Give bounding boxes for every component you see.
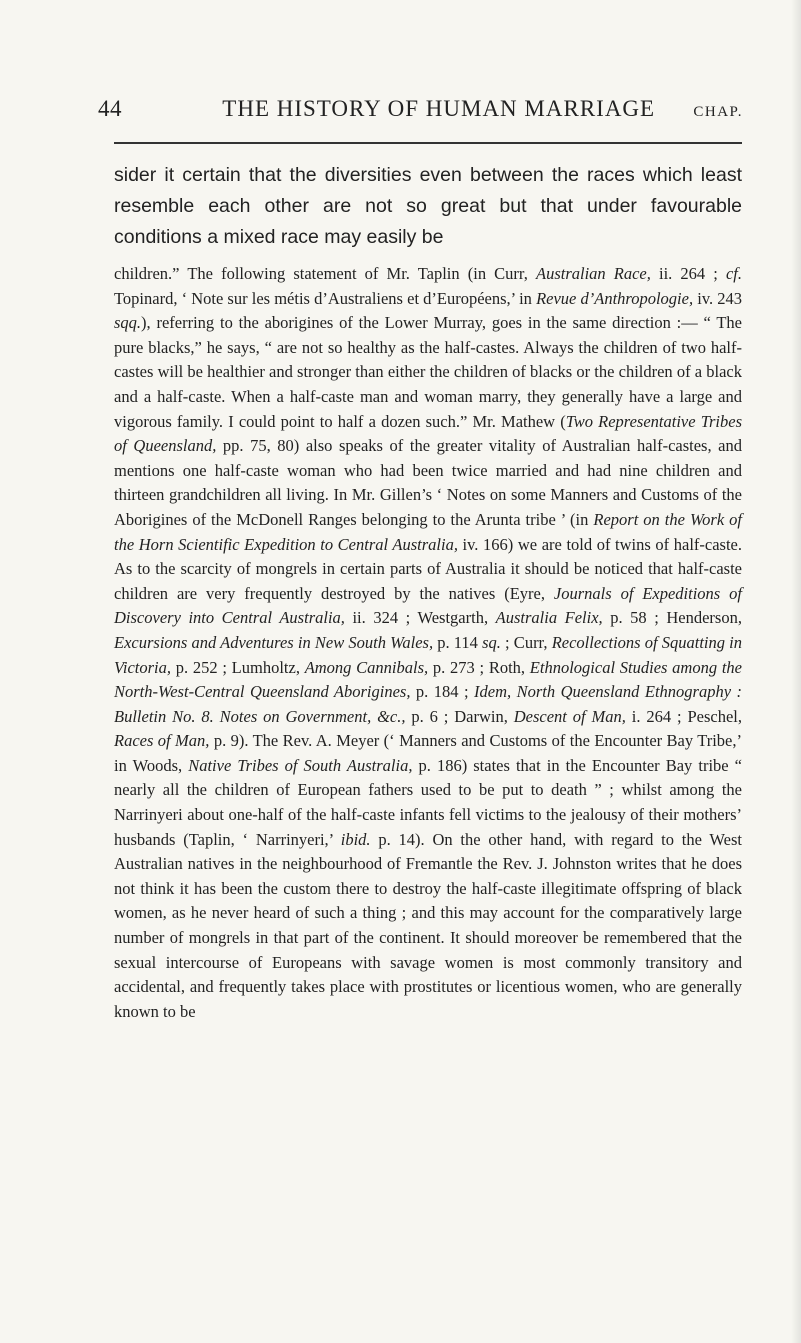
- running-title: THE HISTORY OF HUMAN MARRIAGE: [222, 96, 656, 121]
- footnote-text: iv. 166) we are told of twins of half-caste. As to the scarcity of mongrels in certain parts of Australia it should be noticed that half-caste children are very frequently destroyed by the natives (Eyre,: [114, 534, 742, 603]
- footnote-paragraph: [114, 262, 742, 1024]
- citation-title: sq.: [482, 632, 501, 652]
- page-edge-shadow: [791, 0, 801, 1343]
- footnote-text: p. 186) states that in the Encounter Bay tribe “ nearly all the children of European fathers used to be put to death ” ; whilst among the Narrinyeri about one-half of the half-caste infants fell victims to the jealousy of their mothers’ husbands (Taplin, ‘ Narrinyeri,’: [114, 755, 742, 849]
- footnote-text: ; Curr,: [500, 632, 552, 652]
- citation-title: Races of Man,: [114, 731, 210, 751]
- citation-title: sqq.: [114, 313, 142, 333]
- citation-title: Descent of Man,: [513, 706, 626, 726]
- footnote-text: p. 114: [433, 632, 483, 652]
- chapter-mark: CHAP.: [693, 104, 743, 120]
- footnote-text: p. 6 ; Darwin,: [405, 706, 514, 726]
- page-number: 44: [98, 96, 122, 121]
- citation-title: Among Cannibals,: [304, 657, 429, 677]
- citation-title: Revue d’Anthropologie,: [536, 288, 694, 308]
- citation-title: Idem, North Queensland Ethnography : Bulletin No. 8. Notes on Government, &c.,: [114, 682, 742, 726]
- citation-title: cf.: [725, 264, 742, 283]
- citation-title: Australian Race,: [536, 264, 651, 283]
- header-rule: [114, 142, 742, 144]
- footnote-text: p. 273 ; Roth,: [428, 657, 530, 677]
- page-header: [98, 96, 743, 136]
- footnote-text: iv. 243: [693, 288, 743, 308]
- footnote-text: ii. 264 ;: [650, 264, 726, 283]
- citation-title: Ethnological Studies among the North-West-Central Queensland Aborigines,: [114, 657, 742, 702]
- citation-title: Excursions and Adventures in New South Wales,: [114, 632, 434, 652]
- footnote-text: p. 14). On the other hand, with regard to the West Australian natives in the neighbourhood of Fremantle the Rev. J. Johnston writes that he does not think it has been the custom there to destroy the half-caste illegitimate offspring of black women, as he never heard of such a thing ; and this may account for the comparatively large number of mongrels in that part of the continent. It should moreover be remembered that the sexual intercourse of Europeans with savage women is most commonly transitory and accidental, and frequently takes place with prostitutes or licentious women, who are generally known to be: [114, 829, 743, 1021]
- citation-title: Two Representative Tribes of Queensland,: [114, 411, 742, 456]
- citation-title: Australia Felix,: [495, 608, 603, 628]
- footnote-text: p. 252 ; Lumholtz,: [170, 657, 305, 677]
- footnote-text: Topinard, ‘ Note sur les métis d’Australiens et d’Européens,’ in: [114, 288, 537, 308]
- citation-title: Journals of Expeditions of Discovery into Central Australia,: [114, 583, 742, 628]
- citation-title: Report on the Work of the Horn Scientific Expedition to Central Australia,: [114, 509, 742, 554]
- footnote-text: pp. 75, 80) also speaks of the greater vitality of Australian half-castes, and mentions one half-caste woman who had been twice married and had nine children and thirteen grandchildren all living. In Mr. Gillen’s ‘ Notes on some Manners and Customs of the Aborigines of the McDonell Ranges belonging to the Arunta tribe ’ (in: [114, 436, 742, 529]
- footnote-text: children.” The following statement of Mr. Taplin (in Curr,: [114, 264, 536, 283]
- main-text-paragraph: sider it certain that the diversities even between the races which least resemble each other are not so great but that under favourable conditions a mixed race may easily be: [114, 164, 742, 248]
- citation-title: ibid.: [340, 829, 371, 849]
- footnote-text: p. 9). The Rev. A. Meyer (‘ Manners and Customs of the Encounter Bay Tribe,’ in Woods,: [114, 731, 742, 775]
- citation-title: Recollections of Squatting in Victoria,: [114, 632, 742, 677]
- citation-title: Native Tribes of South Australia,: [188, 755, 413, 775]
- footnote-text: p. 184 ;: [410, 682, 475, 702]
- footnote-text: i. 264 ; Peschel,: [625, 706, 742, 726]
- footnote-text: ), referring to the aborigines of the Lower Murray, goes in the same direction :— “ The pure blacks,” he says, “ are not so healthy as the half-castes. Always the children of two half-castes will be healthier and stronger than either the children of blacks or the children of a black and a half-caste. When a half-caste man and woman marry, they generally have a large and vigorous family. I could point to half a dozen such.” Mr. Mathew (: [114, 313, 742, 431]
- footnote-text: p. 58 ; Henderson,: [602, 608, 742, 628]
- footnote-text: ii. 324 ; Westgarth,: [344, 608, 496, 628]
